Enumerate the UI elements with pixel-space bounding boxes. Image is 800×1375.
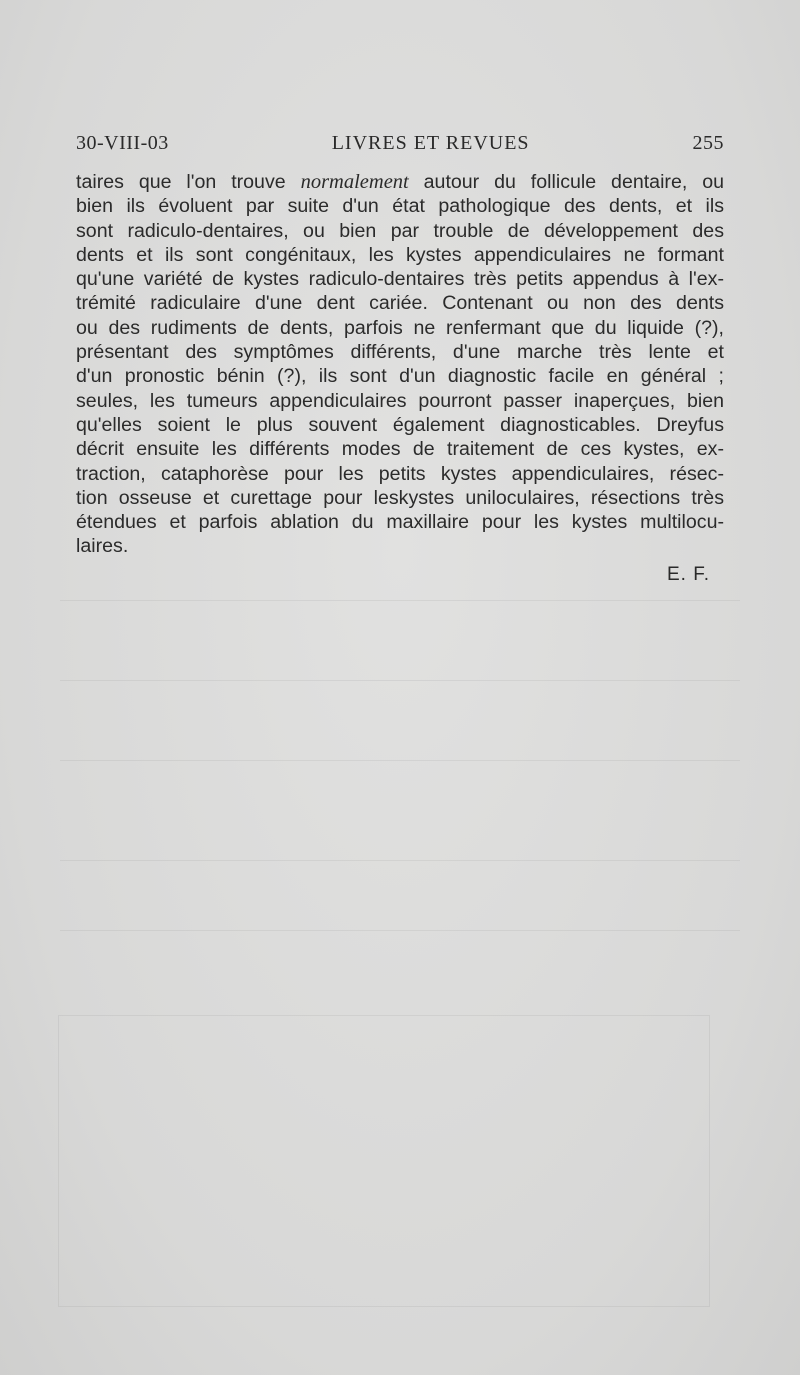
text-line — [76, 243, 724, 267]
text-segment: trémité radiculaire d'une dent cariée. Contenant ou non des dents — [76, 292, 724, 315]
text-line — [76, 364, 724, 388]
text-segment: bien ils évoluent par suite d'un état pathologique des dents, et ils — [76, 195, 724, 218]
show-through-box — [58, 1015, 710, 1307]
text-line — [76, 291, 724, 315]
show-through-line — [60, 860, 740, 861]
text-line — [76, 413, 724, 437]
body-text — [76, 170, 724, 559]
page-number: 255 — [692, 132, 724, 154]
show-through-line — [60, 680, 740, 681]
text-segment: taires que l'on trouve — [76, 171, 301, 193]
text-segment: laires. — [76, 535, 129, 558]
text-segment: étendues et parfois ablation du maxillaire pour les kystes multilocu- — [76, 511, 724, 534]
text-line — [76, 389, 724, 413]
show-through-line — [60, 600, 740, 601]
text-segment: tion osseuse et curettage pour leskystes uniloculaires, résections très — [76, 486, 724, 509]
text-segment: seules, les tumeurs appendiculaires pourront passer inaperçues, bien — [76, 389, 724, 412]
emphasis-text: normalement — [300, 171, 409, 193]
text-line — [76, 170, 724, 194]
text-segment: présentant des symptômes différents, d'une marche très lente et — [76, 341, 724, 364]
text-line — [76, 510, 724, 534]
text-line — [76, 340, 724, 364]
text-line — [76, 194, 724, 218]
text-line — [76, 462, 724, 486]
show-through-line — [60, 930, 740, 931]
text-line — [76, 486, 724, 510]
text-line — [76, 267, 724, 291]
text-segment: décrit ensuite les différents modes de traitement de ces kystes, ex- — [76, 438, 724, 461]
text-segment: ou des rudiments de dents, parfois ne renfermant que du liquide (?), — [76, 316, 724, 339]
text-line — [76, 219, 724, 243]
text-segment: qu'elles soient le plus souvent également diagnosticables. Dreyfus — [76, 413, 724, 436]
text-segment: sont radiculo-dentaires, ou bien par trouble de développement des — [76, 219, 724, 242]
text-line — [76, 316, 724, 340]
text-segment: qu'une variété de kystes radiculo-dentaires très petits appendus à l'ex- — [76, 268, 724, 291]
header-date: 30-VIII-03 — [76, 132, 169, 154]
text-segment: traction, cataphorèse pour les petits kystes appendiculaires, résec- — [76, 462, 724, 485]
show-through-line — [60, 760, 740, 761]
text-segment: autour du follicule dentaire, ou — [408, 171, 724, 193]
text-segment: d'un pronostic bénin (?), ils sont d'un diagnostic facile en général ; — [76, 365, 724, 388]
running-header — [76, 132, 724, 155]
text-line — [76, 437, 724, 461]
author-signature: E. F. — [666, 564, 710, 585]
header-section-title: LIVRES ET REVUES — [331, 132, 530, 154]
text-segment: dents et ils sont congénitaux, les kystes appendiculaires ne formant — [76, 243, 724, 266]
text-line — [76, 534, 724, 558]
